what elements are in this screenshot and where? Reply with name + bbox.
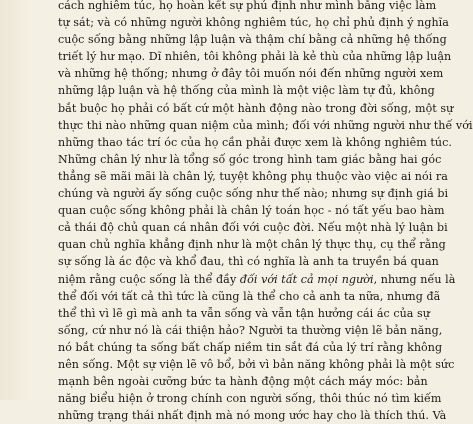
text-line <box>58 65 444 82</box>
text-line <box>58 100 454 117</box>
line-text: cách nghiêm túc, họ hoàn kết sự phủ định như mình bằng việc làm <box>58 0 437 12</box>
line-text: bắt buộc họ phải có bất cứ một hành động nào trong đời sống, một sự <box>58 101 454 115</box>
line-text: sự sống là ác độc và khổ đau, thì có nghĩa là anh ta truyền bá quan <box>58 255 439 269</box>
text-line <box>58 271 456 288</box>
line-text: cả thái độ chủ quan cá nhân đối với cuộc đời. Nếu một nhà lý luận bi <box>58 221 448 235</box>
text-line <box>58 339 443 356</box>
line-text: thể thì vì lẽ gì mà anh ta vẫn sống và vẫn tận hưởng cái ác của sự <box>58 306 430 320</box>
text-line <box>58 390 442 407</box>
line-text: , nhưng nếu là <box>373 272 456 286</box>
line-text: nên sống. Một sự viện lẽ vô bổ, bởi vì bản năng không phải là một sức <box>58 357 455 371</box>
italic-emphasis: đối với tất cả mọi người <box>239 272 374 286</box>
text-line <box>58 253 439 270</box>
text-line <box>58 151 442 168</box>
text-line <box>58 48 452 65</box>
text-line <box>58 236 446 253</box>
line-text: mạnh bên ngoài cưỡng bức ta hành động một cách máy móc: bản <box>58 375 428 389</box>
line-text: triết lý hư mạo. Dĩ nhiên, tôi không phải là kẻ thù của những lập luận <box>58 50 452 64</box>
text-line <box>58 202 445 219</box>
text-line <box>58 373 428 390</box>
line-text: quan chủ nghĩa khẳng định như là một chân lý thực thụ, cụ thể rằng <box>58 238 446 252</box>
line-text: và những hệ thống; nhưng ở đây tôi muốn nói đến những người xem <box>58 67 444 81</box>
text-line <box>58 117 473 134</box>
text-line <box>58 168 448 185</box>
line-text: nó bắt chúng ta sống bất chấp niềm tin sắt đá của lý trí rằng không <box>58 340 443 354</box>
line-text: thẳng sẽ mãi mãi là chân lý, tuyệt không phụ thuộc vào việc ai nói ra <box>58 169 448 183</box>
line-text: chúng và người ấy sống cuộc sống như thế nào; nhưng sự định giá bi <box>58 187 449 201</box>
line-text: những trạng thái nhất định mà nó mong ước hay cho là thích thú. Và <box>58 409 447 423</box>
line-text: tự sát; và có những người không nghiêm túc, họ chỉ phủ định ý nghĩa <box>58 16 449 30</box>
line-text: Những chân lý như là tổng số góc trong hình tam giác bằng hai góc <box>58 152 442 166</box>
line-text: năng biểu hiện ở trong chính con người sống, thôi thúc nó tìm kiếm <box>58 392 442 406</box>
text-line <box>58 185 449 202</box>
text-line <box>58 356 455 373</box>
line-text: những lập luận và hệ thống của mình là một việc làm tự đủ, không <box>58 84 435 98</box>
text-line <box>58 31 447 48</box>
text-line <box>58 82 435 99</box>
line-text: thể đối với tất cả thì tức là cũng là thể cho cả anh ta nữa, nhưng đã <box>58 289 441 303</box>
text-line <box>58 407 447 424</box>
text-line <box>58 322 443 339</box>
text-line <box>58 219 448 236</box>
line-text: niệm rằng cuộc sống là thể đầy <box>58 272 240 286</box>
line-text: cuộc sống bằng những lập luận và thậm chí bằng cả những hệ thống <box>58 33 447 47</box>
text-line <box>58 305 430 322</box>
text-line <box>58 0 437 14</box>
body-text <box>58 0 473 424</box>
line-text: quan cuộc sống không phải là chân lý toán học - nó tất yếu bao hàm <box>58 204 445 218</box>
line-text: thực thi nào những quan niệm của mình; đối với những người như thế với <box>58 118 473 132</box>
line-text: sống, cứ như nó là cái thiện hảo? Người ta thường viện lẽ bản năng, <box>58 323 443 337</box>
text-line <box>58 288 441 305</box>
text-line <box>58 14 449 31</box>
line-text: những thao tác trí óc của họ cần phải được xem là không nghiêm túc. <box>58 135 452 149</box>
text-line <box>58 134 452 151</box>
